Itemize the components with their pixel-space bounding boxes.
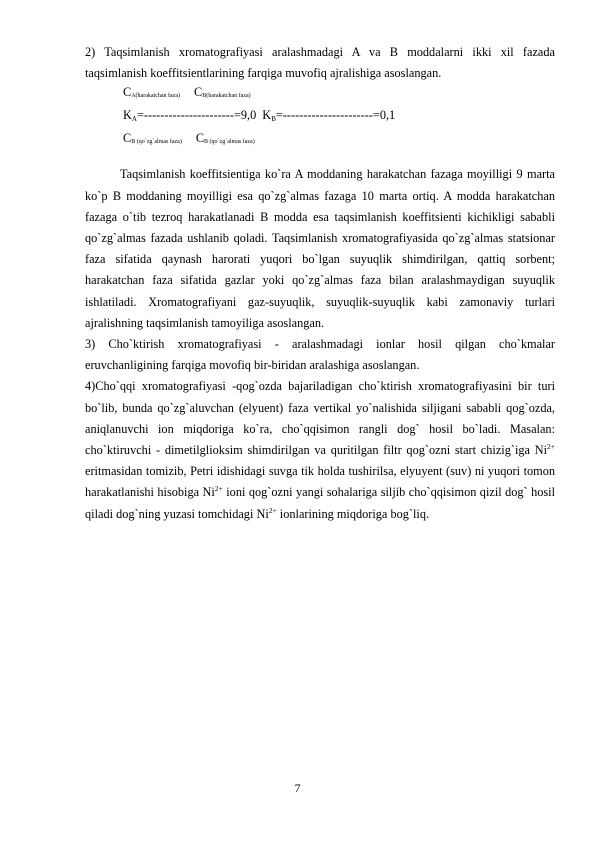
paragraph-4-text: ioni qog`ozni yangi sohalariga siljib cho`qqisimon qizil dog` hosil qiladi dog`ning yuzasi tomchidagi Ni xyxy=(85,485,555,521)
formula-subscript: B(harakatchan faza) xyxy=(202,93,251,100)
formula-subscript: B (qo`zg`almas faza) xyxy=(204,139,255,146)
formula-symbol: C xyxy=(123,131,132,146)
formula-numerator-row xyxy=(85,83,555,106)
formula-coefficient-row xyxy=(85,106,555,129)
paragraph-4-text: eritmasidan tomizib, Petri idishidagi suvga tik holda tushirilsa, elyuyent (suv) ni yuqori tomon harakatlanishi hisobiga Ni xyxy=(85,464,555,500)
formula-denominator-row xyxy=(85,129,555,152)
formula-symbol: C xyxy=(194,85,203,100)
formula-symbol: K xyxy=(123,108,132,123)
formula-symbol: C xyxy=(123,85,132,100)
formula-subscript: A xyxy=(131,115,137,124)
superscript: 2+ xyxy=(547,442,555,452)
formula-ka-value: =----------------------=9,0 xyxy=(136,108,257,123)
paragraph-4-text: 4)Cho`qqi xromatografiyasi -qog`ozda bajariladigan cho`ktirish xromatografiyasini bir turi bo`lib, bunda qo`zg`aluvchan (elyuent) faza vertikal yo`nalishida siljigani sababli qog`ozda, aniqlanuvchi ion miqdoriga ko`ra, cho`qqisimon rangli dog` hosil bo`ladi. Masalan: cho`ktiruvchi - dimetilglioksim shimdirilgan va quritilgan filtr qog`ozni start chizig`iga Ni xyxy=(85,379,555,458)
formula-symbol: K xyxy=(262,108,272,123)
distribution-coefficient-formula xyxy=(85,83,555,152)
superscript: 2+ xyxy=(214,484,223,494)
formula-subscript: B (qo`zg`almas faza) xyxy=(131,139,182,146)
paragraph-4-text: ionlarining miqdoriga bog`liq. xyxy=(276,506,430,521)
page-number: 7 xyxy=(294,781,301,795)
formula-subscript: A(harakatchan faza) xyxy=(131,93,180,100)
formula-symbol: C xyxy=(195,131,205,146)
paragraph-2: 2) Taqsimlanish xromatografiyasi aralashmadagi A va B moddalarni ikki xil fazada taqsimlanish koeffitsientlarining farqiga muvofiq ajralishiga asoslangan. xyxy=(85,45,555,81)
document-page xyxy=(85,42,555,525)
paragraph-4 xyxy=(85,376,555,524)
formula-subscript: B xyxy=(271,115,276,124)
formula-kb-value: =----------------------=0,1 xyxy=(275,108,396,123)
paragraph-3: 3) Cho`ktirish xromatografiyasi - aralashmadagi ionlar hosil qilgan cho`kmalar eruvchanligining farqiga movofiq bir-biridan aralashiga asoslangan. xyxy=(85,337,555,373)
paragraph-main: Taqsimlanish koeffitsientiga ko`ra A moddaning harakatchan fazaga moyilligi 9 marta ko`p B moddaning moyilligi esa qo`zg`almas fazaga 10 marta ortiq. A modda harakatchan fazaga o`tib tezroq harakatlanadi B modda esa taqsimlanish koeffitsienti kichikligi sababli qo`zg`almas fazada ushlanib qoladi. Taqsimlanish xromatografiyasida qo`zg`almas statsionar faza sifatida qaynash harorati yuqori bo`lgan suyuqlik shimdirilgan, qattiq sorbent; harakatchan faza sifatida gazlar yoki qo`zg`almas faza bilan aralashmaydigan suyuqlik ishlatiladi. Xromatografiyani gaz-suyuqlik, suyuqlik-suyuqlik kabi zamonaviy turlari ajralishning taqsimlanish tamoyiliga asoslangan. xyxy=(85,167,555,330)
superscript: 2+ xyxy=(268,505,277,515)
